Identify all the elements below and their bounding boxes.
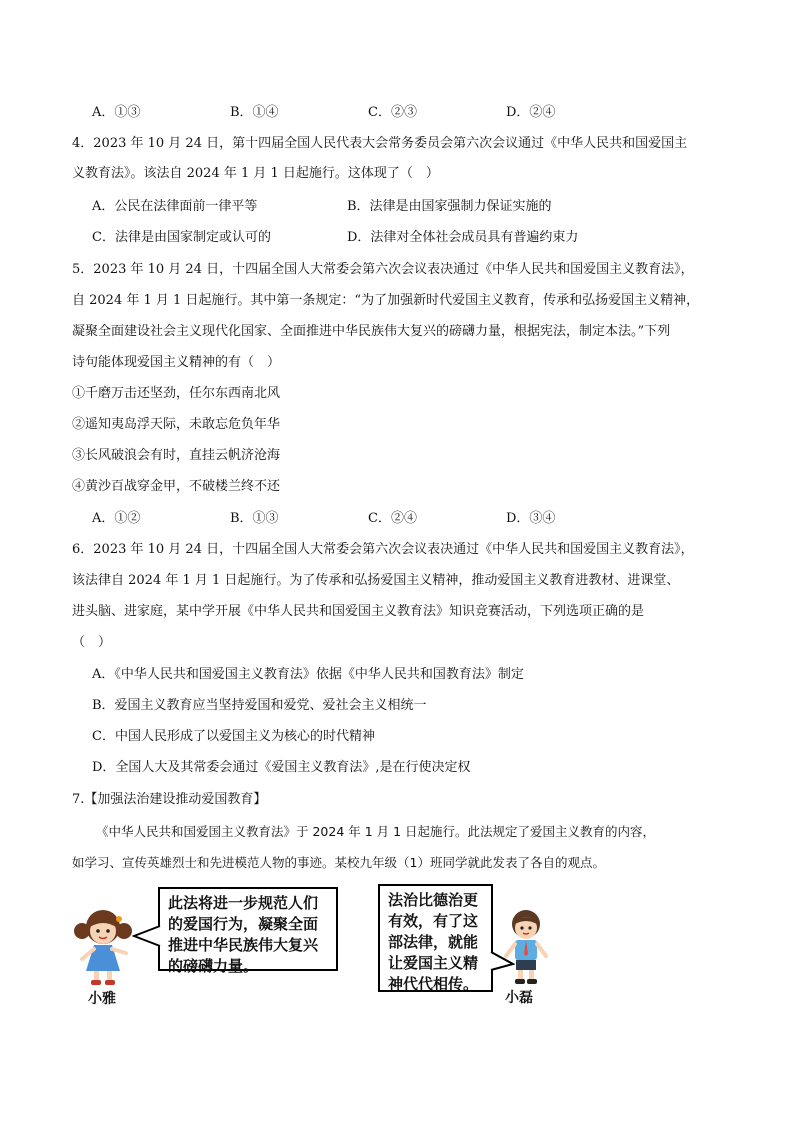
- xiaolei-name: 小磊: [505, 990, 533, 1006]
- q5-options: [92, 510, 652, 528]
- xiaoya-bubble-line-2: 的爱国行为，凝聚全面: [168, 915, 319, 933]
- q5-option-b: B．①③: [230, 511, 279, 526]
- q6-stem-line-1: 6．2023 年 10 月 24 日，十四届全国人大常委会第六次会议表决通过《中华人民共和国爱国主义教育法》，: [72, 542, 694, 557]
- xiaolei-speech-bubble: [378, 884, 493, 992]
- q4-option-c: C．法律是由国家制定或认可的: [92, 230, 271, 245]
- q6-option-d: D．全国人大及其常委会通过《爱国主义教育法》,是在行使决定权: [92, 760, 471, 775]
- q3-option-b: B．①④: [230, 105, 279, 120]
- q6-option-c: C．中国人民形成了以爱国主义为核心的时代精神: [92, 729, 375, 744]
- q5-option-a: A．①②: [92, 511, 141, 526]
- xiaolei-bubble-line-1: 法治比德治更: [388, 891, 479, 909]
- boy-illustration: [500, 906, 552, 988]
- q6-stem-line-4: （ ）: [72, 635, 112, 650]
- q5-item-2: ②遥知夷岛浮天际，未敢忘危负年华: [72, 417, 281, 432]
- q3-option-d: D．②④: [506, 105, 556, 120]
- q5-stem-line-4: 诗句能体现爱国主义精神的有（ ）: [72, 355, 281, 370]
- q4-options-row-1: [92, 198, 712, 216]
- xiaoya-bubble-line-4: 的磅礴力量。: [168, 957, 259, 975]
- q6-option-b: B．爱国主义教育应当坚持爱国和爱党、爱社会主义相统一: [92, 698, 427, 713]
- xiaoya-name: 小雅: [88, 991, 116, 1007]
- q5-item-3: ③长风破浪会有时，直挂云帆济沧海: [72, 448, 281, 463]
- q5-stem-line-3: 凝聚全面建设社会主义现代化国家、全面推进中华民族伟大复兴的磅礴力量，根据宪法，制定本法。”下列: [72, 324, 671, 339]
- q3-option-a: A．①③: [92, 105, 141, 120]
- q4-stem-line-2: 义教育法》。该法自 2024 年 1 月 1 日起施行。这体现了（ ）: [72, 166, 439, 181]
- xiaoya-bubble-line-1: 此法将进一步规范人们: [168, 894, 319, 912]
- xiaoya-bubble-line-3: 推进中华民族伟大复兴: [168, 936, 319, 954]
- q3-option-c: C．②③: [368, 105, 417, 120]
- xiaoya-bubble-tail: [132, 924, 162, 948]
- girl-illustration: [72, 905, 134, 987]
- q5-item-1: ①千磨万击还坚劲，任尔东西南北风: [72, 386, 281, 401]
- q5-stem-line-2: 自 2024 年 1 月 1 日起施行。其中第一条规定：“为了加强新时代爱国主义教育，传承和弘扬爱国主义精神，: [72, 293, 700, 308]
- q6-stem-line-2: 该法律自 2024 年 1 月 1 日起施行。为了传承和弘扬爱国主义精神，推动爱国主义教育进教材、进课堂、: [72, 573, 680, 588]
- q4-stem-line-1: 4．2023 年 10 月 24 日，第十四届全国人民代表大会常务委员会第六次会议通过《中华人民共和国爱国主: [72, 136, 688, 151]
- xiaoya-speech-bubble: [158, 887, 338, 975]
- xiaolei-bubble-line-3: 部法律，就能: [388, 933, 479, 951]
- q6-option-a: A．《中华人民共和国爱国主义教育法》依据《中华人民共和国教育法》制定: [92, 667, 524, 682]
- q4-option-b: B．法律是由国家强制力保证实施的: [347, 199, 552, 214]
- q4-option-d: D．法律对全体社会成员具有普遍约束力: [347, 230, 579, 245]
- q7-para-line-1: 《中华人民共和国爱国主义教育法》于 2024 年 1 月 1 日起施行。此法规定了爱国主义教育的内容，: [96, 824, 656, 839]
- xiaolei-bubble-line-4: 让爱国主义精: [388, 954, 479, 972]
- q5-option-d: D．③④: [506, 511, 556, 526]
- q4-options-row-2: [92, 229, 712, 247]
- q7-para-line-2: 如学习、宣传英雄烈士和先进模范人物的事迹。某校九年级（1）班同学就此发表了各自的观点。: [72, 855, 605, 870]
- q3-options: [92, 104, 652, 122]
- q7-title: 7.【加强法治建设推动爱国教育】: [72, 792, 267, 807]
- xiaolei-bubble-line-5: 神代代相传。: [388, 975, 479, 993]
- q4-option-a: A．公民在法律面前一律平等: [92, 199, 258, 214]
- q6-stem-line-3: 进头脑、进家庭，某中学开展《中华人民共和国爱国主义教育法》知识竞赛活动，下列选项正确的是: [72, 604, 645, 619]
- xiaolei-bubble-line-2: 有效，有了这: [388, 912, 479, 930]
- q5-stem-line-1: 5．2023 年 10 月 24 日，十四届全国人大常委会第六次会议表决通过《中华人民共和国爱国主义教育法》，: [72, 262, 694, 277]
- q5-item-4: ④黄沙百战穿金甲，不破楼兰终不还: [72, 479, 281, 494]
- q5-option-c: C．②④: [368, 511, 417, 526]
